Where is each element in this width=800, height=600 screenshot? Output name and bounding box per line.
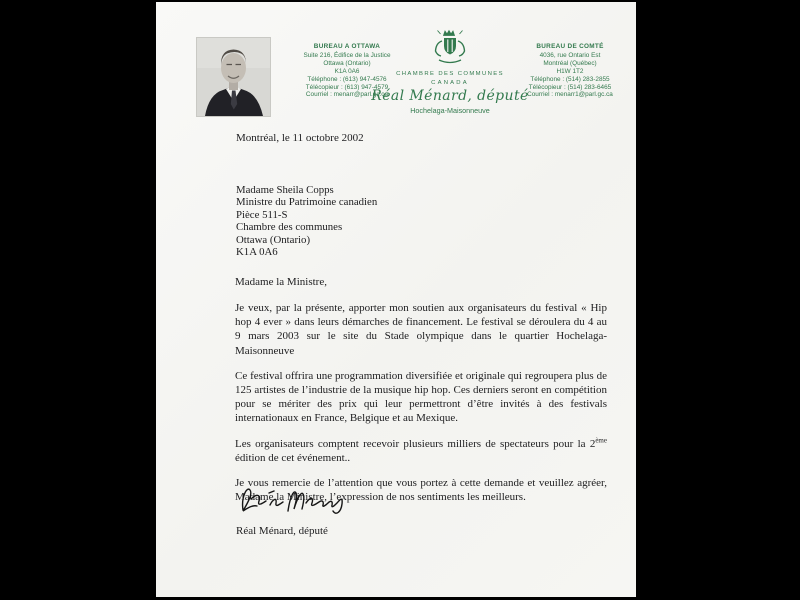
ordinal-superscript: ème <box>595 435 607 444</box>
signature-name: Réal Ménard, député <box>236 525 328 537</box>
paragraph-3-text: édition de cet événement.. <box>235 451 351 464</box>
ottawa-office-title: BUREAU A OTTAWA <box>313 43 381 50</box>
ottawa-office-line: Suite 216, Édifice de la Justice <box>303 51 391 59</box>
county-office-line: H1W 1T2 <box>556 67 584 75</box>
ottawa-office-line: Télécopieur : (613) 947-4579 <box>305 83 389 91</box>
coat-of-arms-icon <box>420 28 480 73</box>
recipient-address <box>236 184 377 258</box>
canada-label: CANADA <box>431 80 469 86</box>
date-line: Montréal, le 11 octobre 2002 <box>236 132 364 144</box>
recipient-line: Ministre du Patrimoine canadien <box>236 196 378 209</box>
county-office-line: Montréal (Québec) <box>543 59 597 67</box>
county-office-title: BUREAU DE COMTÉ <box>536 43 604 50</box>
recipient-line: Ottawa (Ontario) <box>236 233 311 246</box>
body-paragraph-3 <box>235 437 607 465</box>
recipient-line: K1A 0A6 <box>236 246 278 259</box>
portrait-photo-art <box>197 38 270 116</box>
ottawa-office-line: K1A 0A6 <box>334 67 360 75</box>
body-paragraph-4: Je vous remercie de l’attention que vous portez à cette demande et veuillez agréer, Madame la Ministre, l’expression de nos sentiments les meilleurs. <box>235 477 607 504</box>
letter-paper <box>156 2 636 597</box>
county-office-block <box>495 43 645 99</box>
parliament-name: CHAMBRE DES COMMUNES <box>396 71 504 77</box>
recipient-line: Madame Sheila Copps <box>236 184 334 196</box>
ottawa-office-line: Téléphone : (613) 947-4576 <box>307 75 387 83</box>
ottawa-office-line: Courriel : menarr@parl.gc.ca <box>305 91 389 99</box>
member-name-script: Réal Ménard, député <box>371 88 529 104</box>
county-office-line: Téléphone : (514) 283-2855 <box>530 75 610 83</box>
handwritten-signature <box>236 480 351 527</box>
salutation: Madame la Ministre, <box>235 276 327 288</box>
recipient-line: Pièce 511-S <box>236 208 288 221</box>
ottawa-office-line: Ottawa (Ontario) <box>323 59 371 67</box>
county-office-line: Télécopieur : (514) 283-6465 <box>528 83 612 91</box>
county-office-line: 4036, rue Ontario Est <box>539 51 601 59</box>
paragraph-3-text: Les organisateurs comptent recevoir plusieurs milliers de spectateurs pour la 2 <box>235 437 596 450</box>
recipient-line: Chambre des communes <box>236 221 343 234</box>
body-paragraph-2: Ce festival offrira une programmation diversifiée et originale qui regroupera plus de 125 artistes de l’industrie de la musique hip hop. Ces derniers seront en compétition pour se mériter des prix qui leur permettront d’être invités à des festivals internationaux en France, Belgique et au Mexique. <box>235 369 607 425</box>
portrait-photo <box>197 38 270 116</box>
body-paragraph-1: Je veux, par la présente, apporter mon soutien aux organisateurs du festival « Hip hop 4 ever » dans leurs démarches de financement. Le festival se déroulera du 4 au 9 mars 2003 sur le site du Stade olympique dans le quartier Hochelaga-Maisonneuve <box>235 302 607 357</box>
riding-name: Hochelaga-Maisonneuve <box>410 106 490 115</box>
county-office-line: Courriel : menarr1@parl.gc.ca <box>527 91 613 99</box>
